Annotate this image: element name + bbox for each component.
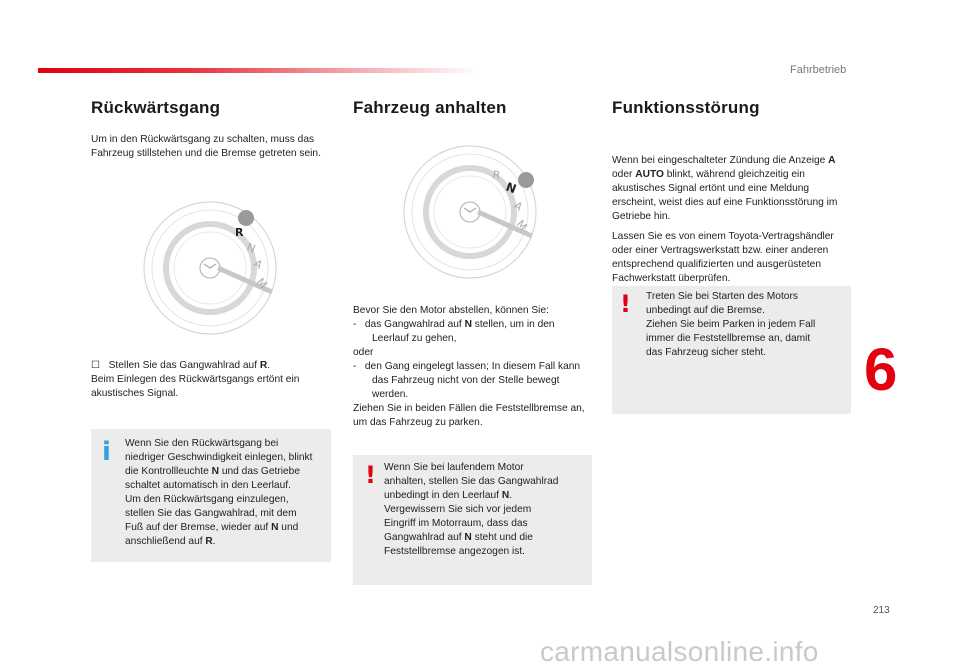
intro-rueckwaertsgang: Um in den Rückwärtsgang zu schalten, muss das Fahrzeug stillstehen und die Bremse getreten sein.	[91, 134, 321, 159]
funktionsstoerung-p1: Wenn bei eingeschalteter Zündung die Anzeige A oder AUTO blinkt, während gleichzeitig ein akustisches Signal ertönt und eine Meldung erscheint, weist dies auf eine Funktionsstörung im Getriebe hin.	[612, 155, 838, 222]
step-text: Stellen Sie das Gangwahlrad auf	[108, 360, 260, 371]
step-instruction	[91, 359, 336, 401]
dial-letter-r: R	[235, 226, 244, 239]
dial-letter-n: N	[503, 179, 519, 197]
anhalten-p1: Bevor Sie den Motor abstellen, können Sie:	[353, 305, 549, 316]
anhalten-p2: Ziehen Sie in beiden Fällen die Feststellbremse an, um das Fahrzeug zu parken.	[353, 403, 585, 428]
title-rueckwaertsgang: Rückwärtsgang	[91, 98, 221, 117]
watermark: carmanualsonline.info	[540, 636, 819, 667]
step-end: .	[267, 360, 271, 371]
warning-box-anhalten	[353, 455, 592, 585]
step-note: Beim Einlegen des Rückwärtsgangs ertönt ein akustisches Signal.	[91, 374, 300, 399]
title-fahrzeug-anhalten: Fahrzeug anhalten	[353, 98, 507, 117]
funktionsstoerung-p2: Lassen Sie es von einem Toyota-Vertragshändler oder einer Vertragswerkstatt bzw. einer anderen entsprechend qualifizierten und ausgerüsteten Fachwerkstatt überprüfen.	[612, 231, 834, 284]
warning-text-funktionsstoerung: Treten Sie bei Starten des Motors unbedingt auf die Bremse. Ziehen Sie beim Parken in jedem Fall immer die Feststellbremse an, damit das Fahrzeug sicher steht.	[646, 291, 816, 358]
anhalten-item2: - den Gang eingelegt lassen; In diesem Fall kann das Fahrzeug nicht von der Stelle bewegt werden.	[353, 361, 581, 400]
step-marker: ☐	[91, 360, 101, 371]
warning-box-funktionsstoerung	[612, 286, 851, 414]
info-icon: i	[102, 437, 111, 467]
funktionsstoerung-text	[612, 154, 852, 286]
info-box-rueckwaertsgang	[91, 429, 331, 562]
info-text: Wenn Sie den Rückwärtsgang bei niedriger Geschwindigkeit einlegen, blinkt die Kontrollleuchte N und das Getriebe schaltet automatisch in den Leerlauf. Um den Rückwärtsgang einzulegen, stellen Sie das Gangwahlrad, mit dem Fuß auf der Bremse, wieder auf N und anschließend auf R.	[125, 438, 313, 547]
dial-letter-r: R	[491, 168, 502, 183]
anhalten-item1: - das Gangwahlrad auf N stellen, um in den Leerlauf zu gehen,	[353, 319, 555, 344]
anhalten-oder: oder	[353, 347, 374, 358]
gear-dial-illustration-n	[400, 142, 540, 282]
anhalten-text	[353, 304, 593, 430]
dial-letter-n: N	[244, 240, 258, 256]
title-funktionsstoerung: Funktionsstörung	[612, 98, 760, 117]
dial-letter-a: A	[511, 198, 525, 214]
chapter-number: 6	[864, 336, 898, 403]
dial-letter-m: M	[513, 217, 530, 234]
step-bold: R	[259, 360, 268, 371]
warning-text-anhalten: Wenn Sie bei laufendem Motor anhalten, stellen Sie das Gangwahlrad unbedingt in den Leerlauf N. Vergewissern Sie sich vor jedem Eingriff im Motorraum, dass das Gangwahlrad auf N steht und die Feststellbremse angezogen ist.	[384, 462, 559, 557]
warning-icon: !	[365, 461, 376, 489]
header-accent-bar	[38, 68, 478, 73]
page-number: 213	[873, 605, 890, 616]
dial-letter-a: A	[251, 256, 265, 272]
warning-icon: !	[620, 290, 631, 318]
dial-letter-m: M	[253, 275, 270, 292]
gear-dial-illustration-r	[140, 198, 280, 338]
section-label: Fahrbetrieb	[790, 64, 847, 76]
